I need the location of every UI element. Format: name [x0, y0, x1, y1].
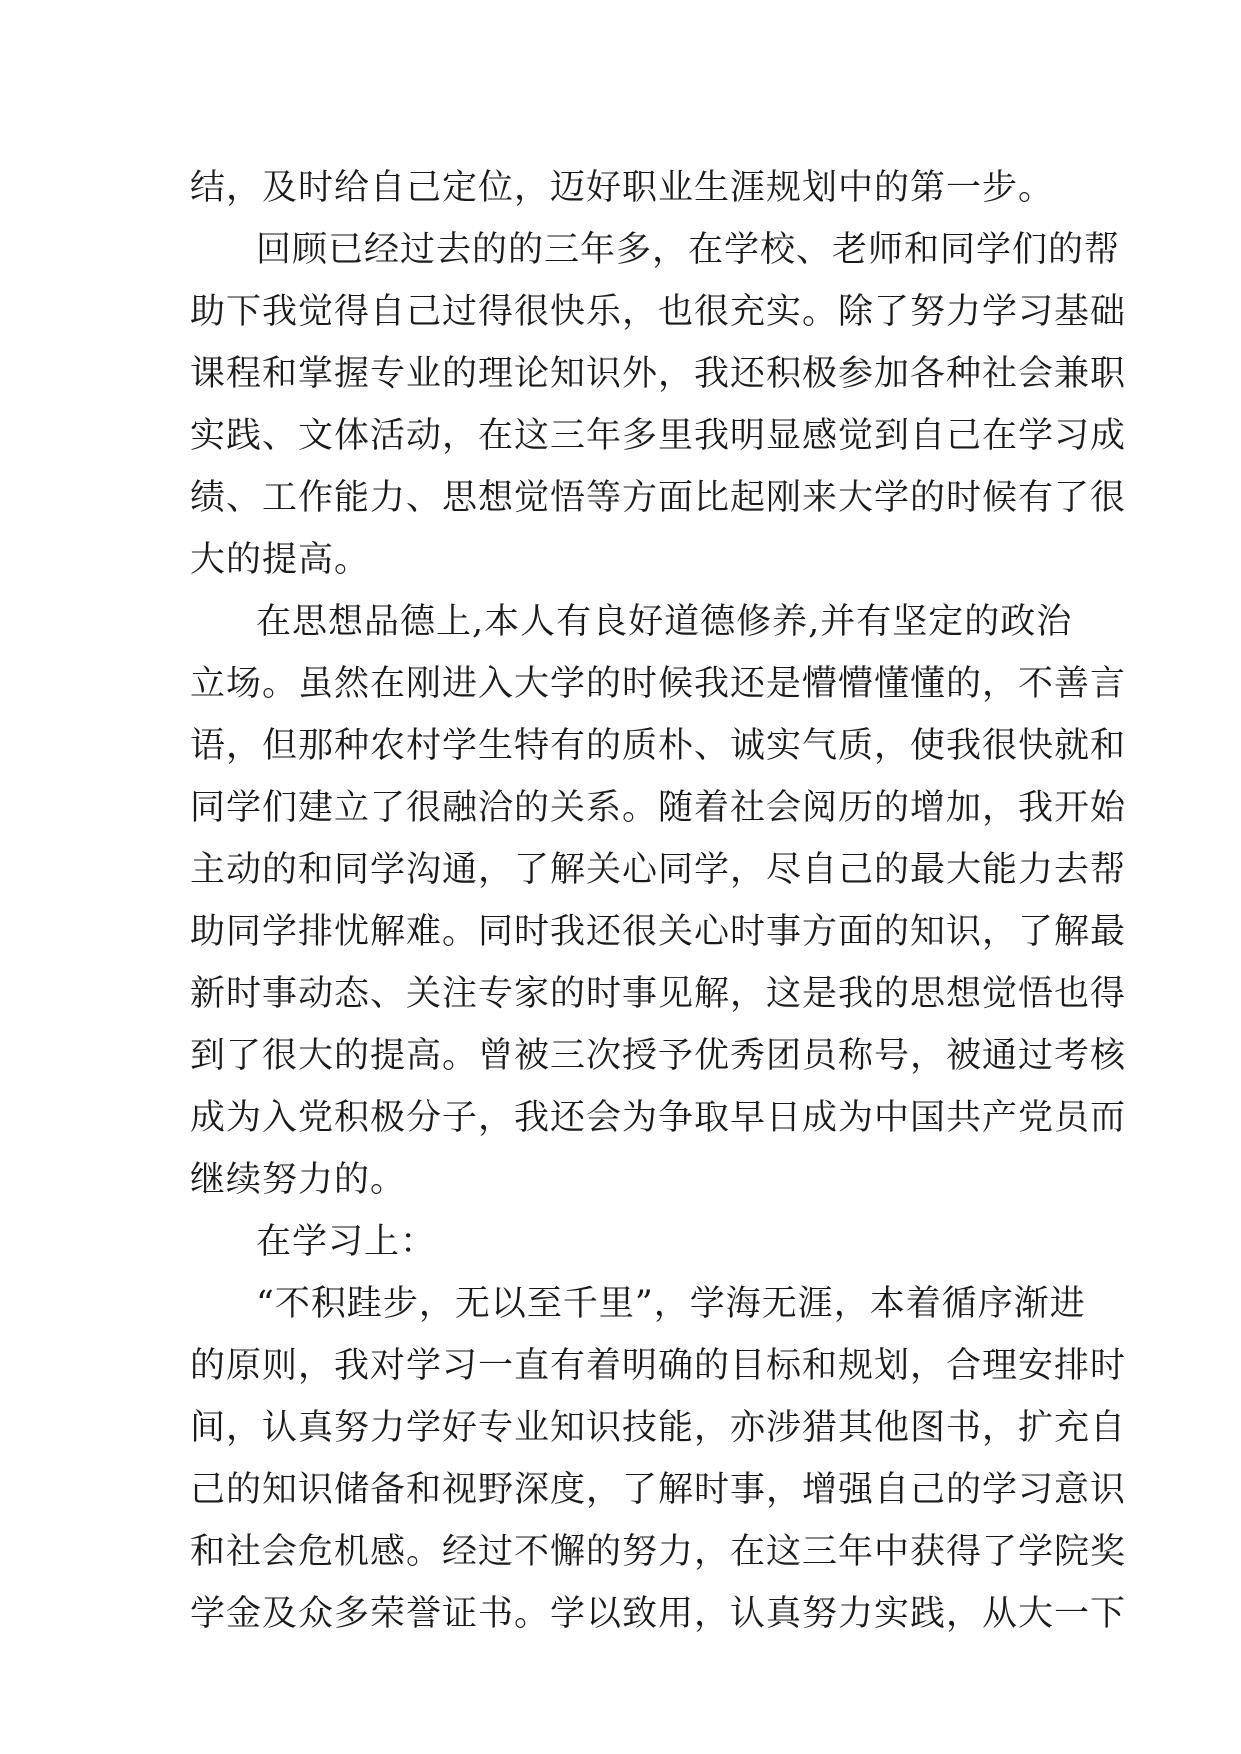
body-text — [190, 157, 1127, 1645]
text-line: 学金及众多荣誉证书。学以致用，认真努力实践，从大一下 — [190, 1594, 1127, 1634]
text-line: 主动的和同学沟通，了解关心同学，尽自己的最大能力去帮 — [190, 850, 1127, 890]
text-line: 课程和掌握专业的理论知识外，我还积极参加各种社会兼职 — [190, 354, 1127, 394]
text-line: 成为入党积极分子，我还会为争取早日成为中国共产党员而 — [190, 1098, 1127, 1138]
text-line: 实践、文体活动，在这三年多里我明显感觉到自己在学习成 — [190, 416, 1127, 456]
text-line: 助下我觉得自己过得很快乐，也很充实。除了努力学习基础 — [190, 292, 1127, 332]
text-line: 绩、工作能力、思想觉悟等方面比起刚来大学的时候有了很 — [190, 478, 1127, 518]
text-line: 语，但那种农村学生特有的质朴、诚实气质，使我很快就和 — [190, 726, 1127, 766]
text-line: 在学习上： — [256, 1222, 437, 1262]
text-line: 和社会危机感。经过不懈的努力，在这三年中获得了学院奖 — [190, 1532, 1127, 1572]
text-line: 回顾已经过去的的三年多，在学校、老师和同学们的帮 — [256, 230, 1121, 270]
text-line: 到了很大的提高。曾被三次授予优秀团员称号，被通过考核 — [190, 1036, 1127, 1076]
text-line: “不积跬步，无以至千里”，学海无涯，本着循序渐进 — [256, 1284, 1086, 1324]
text-line: 同学们建立了很融洽的关系。随着社会阅历的增加，我开始 — [190, 788, 1127, 828]
text-line: 继续努力的。 — [190, 1160, 407, 1200]
text-line: 助同学排忧解难。同时我还很关心时事方面的知识，了解最 — [190, 912, 1127, 952]
text-line: 大的提高。 — [190, 540, 371, 580]
text-line: 的原则，我对学习一直有着明确的目标和规划，合理安排时 — [190, 1346, 1127, 1386]
text-line: 立场。虽然在刚进入大学的时候我还是懵懵懂懂的，不善言 — [190, 664, 1127, 704]
text-line: 在思想品德上,本人有良好道德修养,并有坚定的政治 — [256, 602, 1073, 642]
text-line: 新时事动态、关注专家的时事见解，这是我的思想觉悟也得 — [190, 974, 1127, 1014]
text-line: 结，及时给自己定位，迈好职业生涯规划中的第一步。 — [190, 168, 1055, 208]
text-line: 己的知识储备和视野深度，了解时事，增强自己的学习意识 — [190, 1470, 1127, 1510]
text-line: 间，认真努力学好专业知识技能，亦涉猎其他图书，扩充自 — [190, 1408, 1127, 1448]
